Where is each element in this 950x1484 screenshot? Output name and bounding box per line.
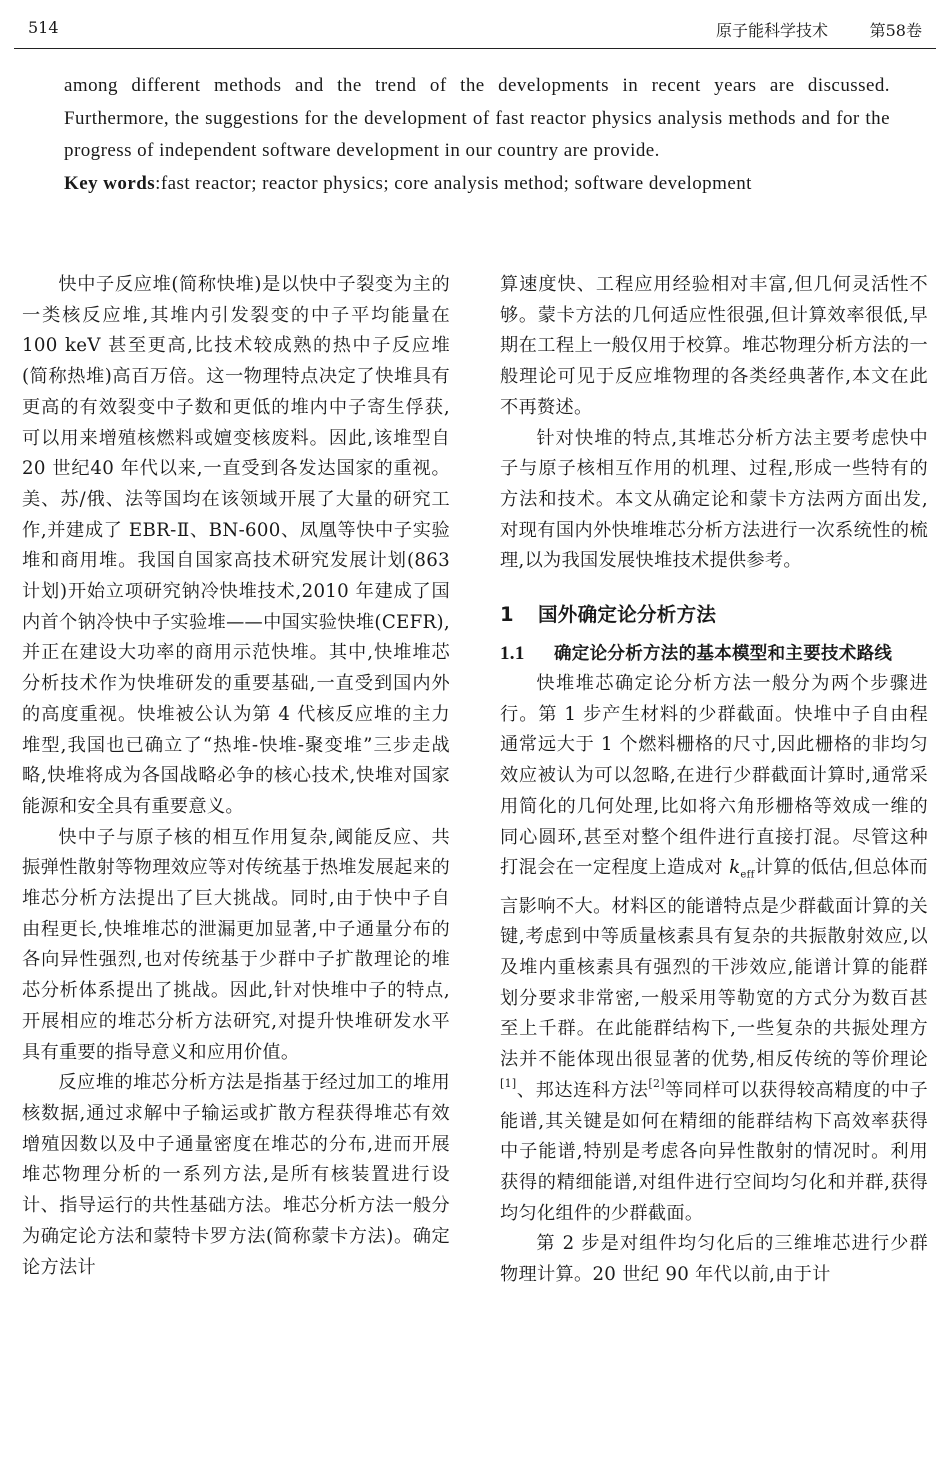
volume-number: 第58卷	[869, 21, 922, 40]
paragraph-challenges: 快中子与原子核的相互作用复杂,阈能反应、共振弹性散射等物理效应等对传统基于热堆发展起来的堆芯分析方法提出了巨大挑战。同时,由于快中子自由程更长,快堆堆芯的泄漏更加显著,中子通量分布的各向异性强烈,也对传统基于少群中子扩散理论的堆芯分析体系提出了挑战。因此,针对快堆中子的特点,开展相应的堆芯分析方法研究,对提升快堆研发水平具有重要的指导意义和应用价值。	[22, 826, 450, 1063]
section-1-1-number: 1.1	[500, 643, 525, 665]
left-column	[22, 270, 450, 1283]
citation-2: [2]	[648, 1076, 665, 1090]
step-one-text-c: 、邦达连科方法	[516, 1079, 649, 1101]
keywords-label: Key words	[64, 172, 156, 194]
keywords-text: fast reactor; reactor physics; core analysis method; software development	[160, 172, 752, 194]
step-one-text-b: 计算的低估,但总体而言影响不大。材料区的能谱特点是少群截面计算的关键,考虑到中等质量核素具有复杂的共振散射效应,以及堆内重核素具有强烈的干涉效应,能谱计算的能群划分要求非常密,一般采用等勒宽的方式分为数百甚至上千群。在此能群结构下,一些复杂的共振处理方法并不能体现出很显著的优势,相反传统的等价理论	[500, 857, 928, 1071]
keff-symbol	[729, 857, 755, 881]
page-number: 514	[28, 18, 59, 37]
section-1-1-heading	[500, 639, 928, 669]
paragraph-step-one	[500, 669, 928, 1229]
journal-name: 原子能科学技术	[715, 21, 828, 40]
paragraph-scope: 针对快堆的特点,其堆芯分析方法主要考虑快中子与原子核相互作用的机理、过程,形成一些特有的方法和技术。本文从确定论和蒙卡方法两方面出发,对现有国内外快堆堆芯分析方法进行一次系统性的梳理,以为我国发展快堆技术提供参考。	[500, 427, 928, 572]
paragraph-step-two: 第 2 步是对组件均匀化后的三维堆芯进行少群物理计算。20 世纪 90 年代以前,由于计	[500, 1233, 928, 1286]
section-1-1-title: 确定论分析方法的基本模型和主要技术路线	[554, 644, 893, 665]
section-1-heading	[500, 599, 928, 631]
running-header	[14, 14, 936, 49]
keff-subscript: eff	[740, 869, 755, 881]
paragraph-continued: 算速度快、工程应用经验相对丰富,但几何灵活性不够。蒙卡方法的几何适应性很强,但计算效率很低,早期在工程上一般仅用于校算。堆芯物理分析方法的一般理论可见于反应堆物理的各类经典著作,本文在此不再赘述。	[500, 274, 928, 418]
citation-1: [1]	[500, 1076, 517, 1090]
right-column	[500, 270, 928, 1291]
keff-k: k	[729, 857, 741, 879]
english-abstract	[64, 70, 890, 200]
step-one-text-d: 等同样可以获得较高精度的中子能谱,其关键是如何在精细的能群结构下高效率获得中子能谱,特别是考虑各向异性散射的情况时。利用获得的精细能谱,对组件进行空间均匀化和并群,获得均匀化组件的少群截面。	[500, 1079, 929, 1224]
step-one-text-a: 快堆堆芯确定论分析方法一般分为两个步骤进行。第 1 步产生材料的少群截面。快堆中子自由程通常远大于 1 个燃料栅格的尺寸,因此栅格的非均匀效应被认为可以忽略,在进行少群截面计算时,通常采用简化的几何处理,比如将六角形栅格等效成一维的同心圆环,甚至对整个组件进行直接打混。尽管这种打混会在一定程度上造成对	[500, 673, 928, 879]
abstract-continued-text: among different methods and the trend of the developments in recent years are discussed. Furthermore, the suggestions for the development of fast reactor physics analysis methods and for the progress of independent software development in our country are provide.	[64, 75, 890, 162]
section-1-title: 国外确定论分析方法	[538, 603, 717, 627]
paragraph-intro: 快中子反应堆(简称快堆)是以快中子裂变为主的一类核反应堆,其堆内引发裂变的中子平均能量在 100 keV 甚至更高,比技术较成熟的热中子反应堆(简称热堆)高百万倍。这一物理特点决定了快堆具有更高的有效裂变中子数和更低的堆内中子寄生俘获,可以用来增殖核燃料或嬗变核废料。因此,该堆型自 20 世纪40 年代以来,一直受到各发达国家的重视。美、苏/俄、法等国均在该领域开展了大量的研究工作,并建成了 EBR-Ⅱ、BN-600、凤凰等快中子实验堆和商用堆。我国自国家高技术研究发展计划(863 计划)开始立项研究钠冷快堆技术,2010 年建成了国内首个钠冷快中子实验堆——中国实验快堆(CEFR),并正在建设大功率的商用示范快堆。其中,快堆堆芯分析技术作为快堆研发的重要基础,一直受到国内外的高度重视。快堆被公认为第 4 代核反应堆的主力堆型,我国也已确立了“热堆-快堆-聚变堆”三步走战略,快堆将成为各国战略必争的核心技术,快堆对国家能源和安全具有重要意义。	[22, 274, 450, 817]
paragraph-methods: 反应堆的堆芯分析方法是指基于经过加工的堆用核数据,通过求解中子输运或扩散方程获得堆芯有效增殖因数以及中子通量密度在堆芯的分布,进而开展堆芯物理分析的一系列方法,是所有核装置进行设计、指导运行的共性基础方法。堆芯分析方法一般分为确定论方法和蒙特卡罗方法(简称蒙卡方法)。确定论方法计	[22, 1072, 450, 1278]
section-1-number: 1	[500, 603, 514, 627]
keywords-line: Key words:fast reactor; reactor physics; core analysis method; software development	[64, 172, 752, 194]
